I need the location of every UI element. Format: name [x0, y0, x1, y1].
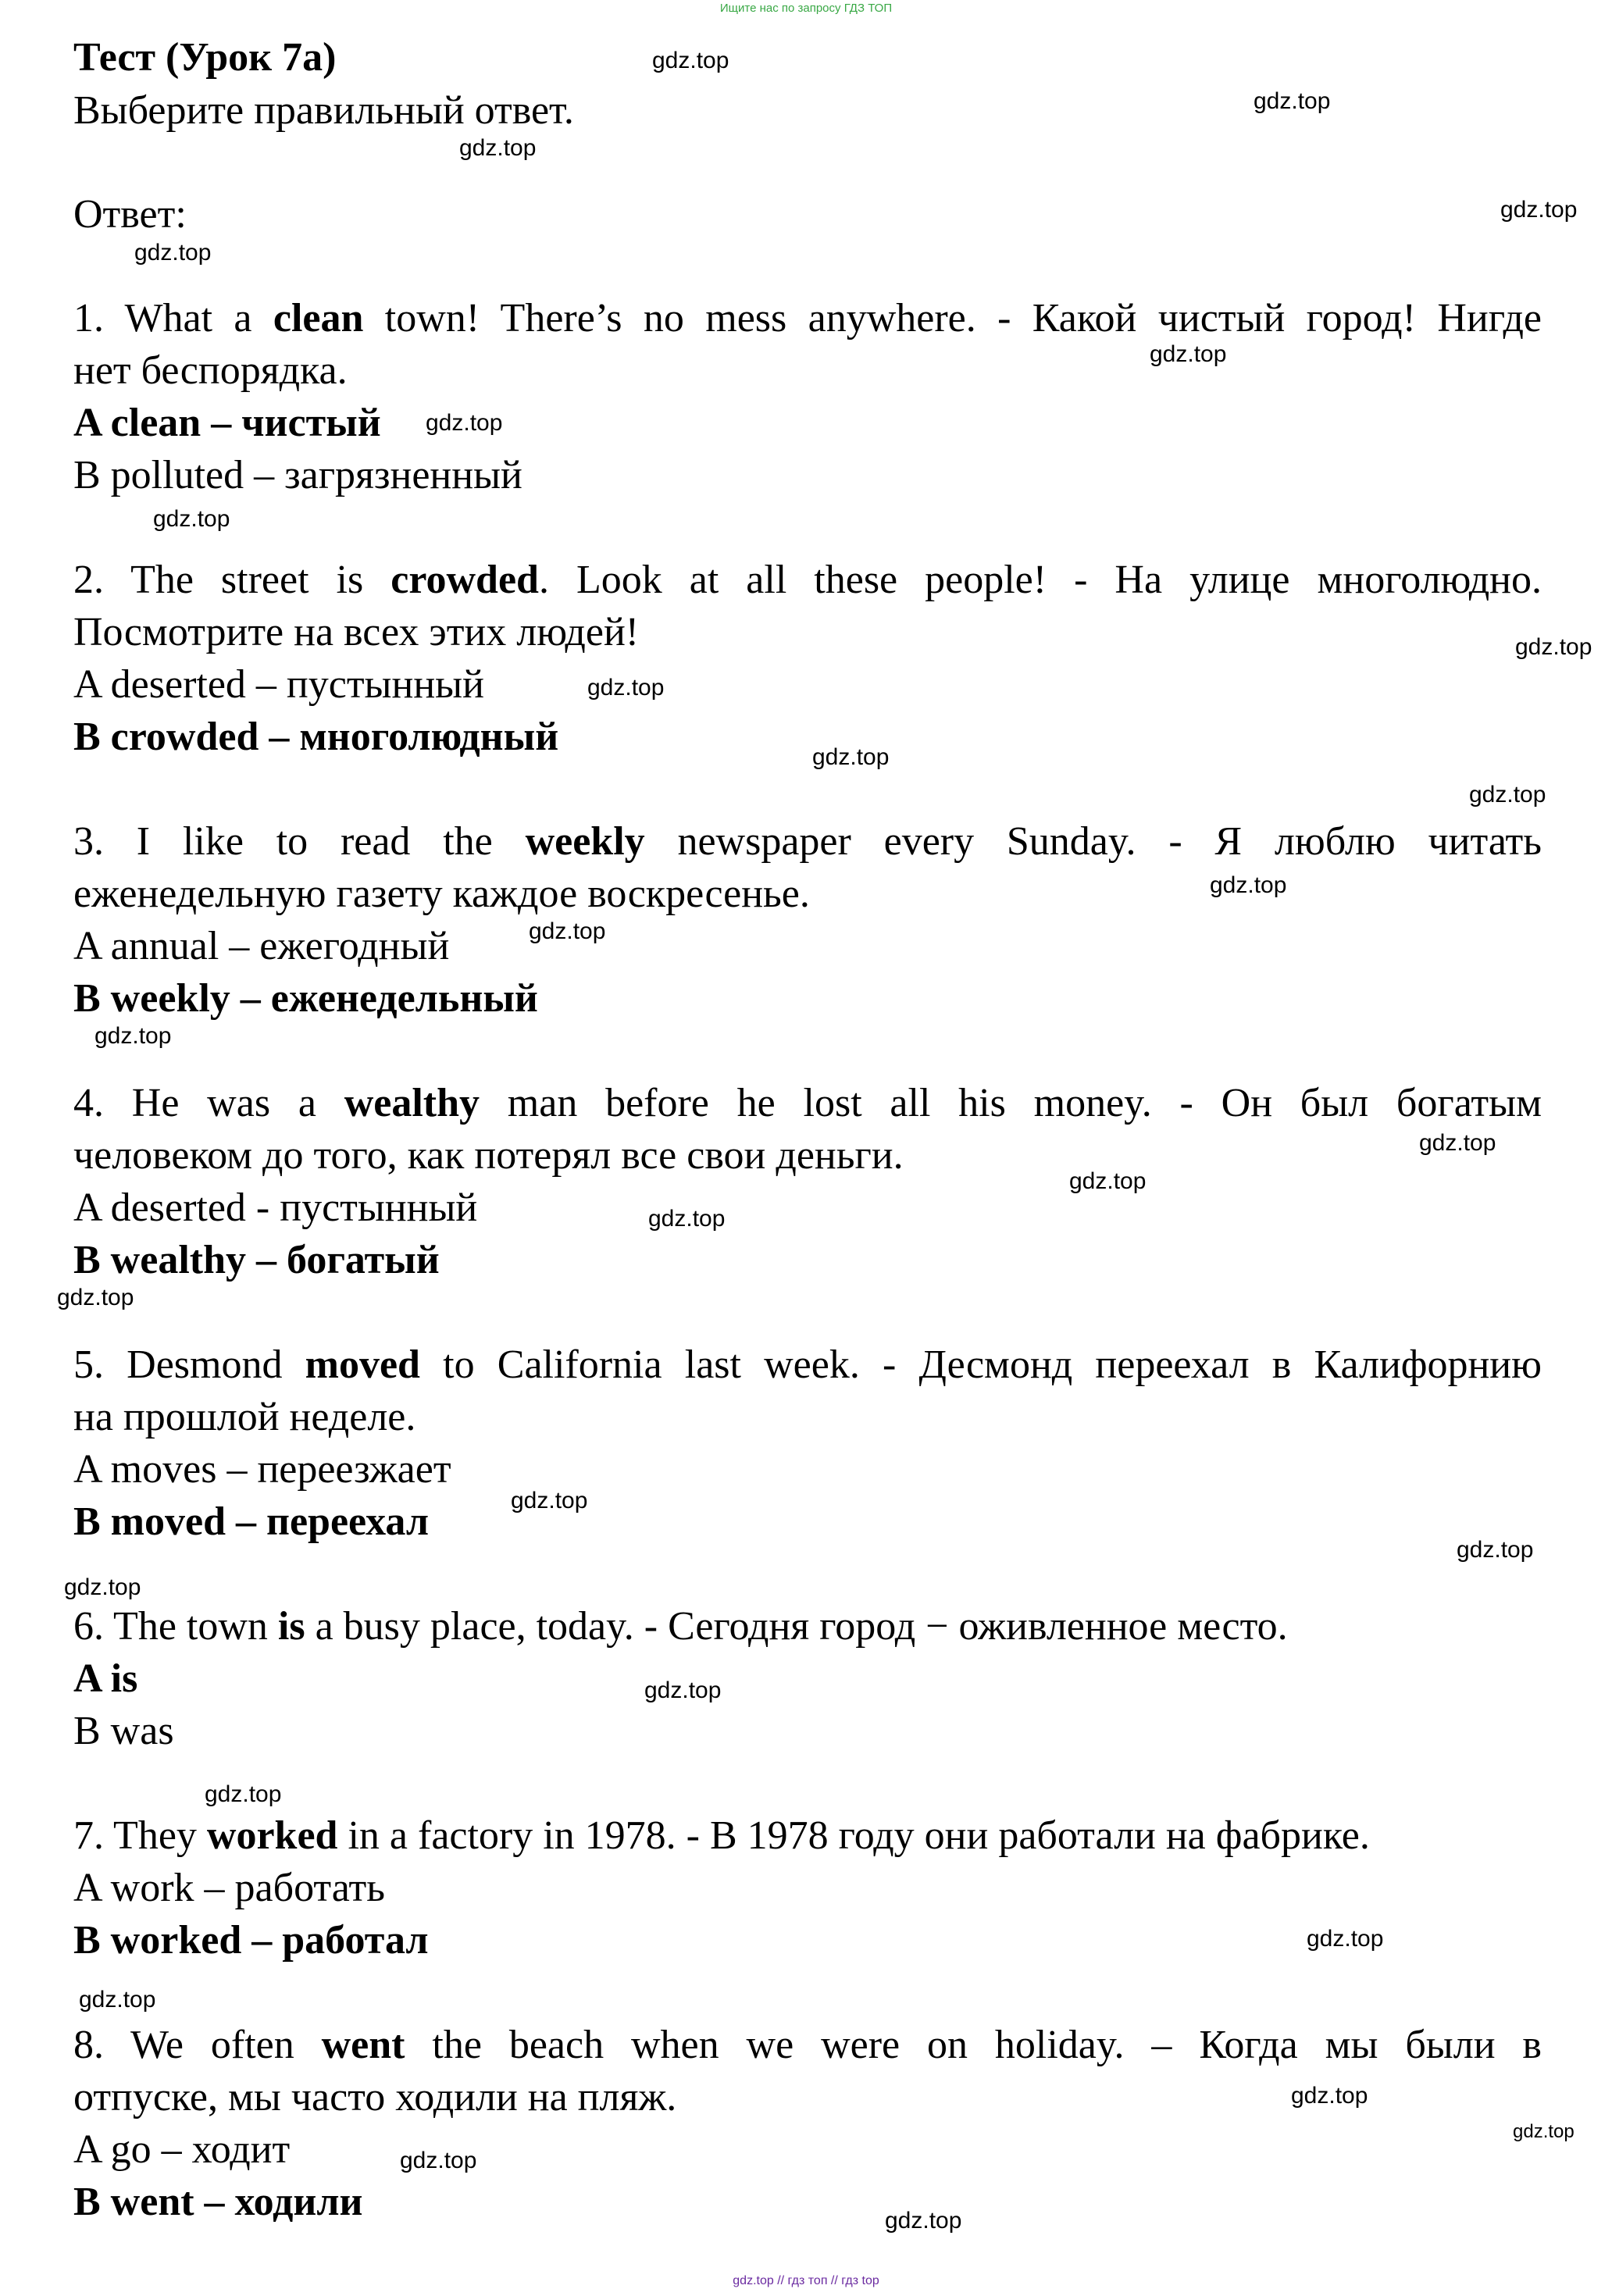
- question-2-line-2: Посмотрите на всех этих людей!: [73, 610, 640, 654]
- question-5-option-a: A moves – переезжает: [73, 1447, 451, 1492]
- watermark: gdz.top: [529, 918, 606, 944]
- question-8-line-2: отпуске, мы часто ходили на пляж.: [73, 2075, 677, 2120]
- watermark: gdz.top: [1469, 782, 1546, 808]
- watermark: gdz.top: [134, 240, 212, 266]
- question-5-option-b: B moved – переехал: [73, 1499, 430, 1544]
- watermark: gdz.top: [1513, 2121, 1575, 2142]
- question-1-option-b: B polluted – загрязненный: [73, 453, 522, 497]
- question-8-option-b: B went – ходили: [73, 2180, 363, 2224]
- question-1-line-1: 1. What a clean town! There’s no mess anywhere. - Какой чистый город! Нигде: [73, 296, 1542, 340]
- watermark: gdz.top: [1150, 341, 1227, 367]
- question-2-option-b: B crowded – многолюдный: [73, 715, 559, 759]
- watermark: gdz.top: [459, 135, 537, 161]
- watermark: gdz.top: [400, 2148, 477, 2173]
- watermark: gdz.top: [1515, 634, 1592, 660]
- watermark: gdz.top: [426, 410, 503, 436]
- question-3-line-2: еженедельную газету каждое воскресенье.: [73, 872, 810, 916]
- question-4-option-b: B wealthy – богатый: [73, 1238, 440, 1282]
- question-7-option-a: A work – работать: [73, 1866, 385, 1910]
- answer-label: Ответ:: [73, 192, 187, 237]
- watermark: gdz.top: [511, 1488, 588, 1513]
- watermark: gdz.top: [1457, 1537, 1534, 1563]
- question-3-option-b: B weekly – еженедельный: [73, 976, 538, 1021]
- watermark: gdz.top: [205, 1781, 282, 1807]
- question-5-line-2: на прошлой неделе.: [73, 1395, 416, 1439]
- question-8-keyword: went: [321, 2023, 405, 2067]
- question-7-option-b: B worked – работал: [73, 1918, 429, 1963]
- question-2-line-1: 2. The street is crowded. Look at all these people! - На улице многолюдно.: [73, 558, 1542, 602]
- watermark: gdz.top: [1419, 1130, 1496, 1156]
- watermark: gdz.top: [1069, 1168, 1147, 1194]
- question-5-line-1: 5. Desmond moved to California last week. - Десмонд переехал в Калифорнию: [73, 1342, 1542, 1387]
- question-8-option-a: A go – ходит: [73, 2127, 291, 2172]
- question-8-line-1: 8. We often went the beach when we were on holiday. – Когда мы были в: [73, 2023, 1542, 2067]
- watermark: gdz.top: [153, 506, 230, 532]
- watermark: gdz.top: [1254, 88, 1331, 114]
- watermark: gdz.top: [644, 1677, 722, 1703]
- watermark: gdz.top: [95, 1023, 172, 1049]
- question-4-line-2: человеком до того, как потерял все свои деньги.: [73, 1133, 904, 1178]
- watermark: gdz.top: [79, 1987, 156, 2013]
- question-1-keyword: clean: [273, 296, 364, 340]
- watermark: gdz.top: [57, 1285, 134, 1310]
- question-5-keyword: moved: [305, 1342, 420, 1387]
- instruction: Выберите правильный ответ.: [73, 88, 574, 133]
- watermark: gdz.top: [587, 675, 665, 701]
- question-3-line-1: 3. I like to read the weekly newspaper every Sunday. - Я люблю читать: [73, 819, 1542, 864]
- watermark: gdz.top: [1291, 2083, 1368, 2109]
- watermark: gdz.top: [812, 744, 890, 770]
- watermark: gdz.top: [64, 1574, 141, 1600]
- watermark: gdz.top: [648, 1206, 726, 1232]
- question-2-keyword: crowded: [391, 558, 539, 602]
- watermark: gdz.top: [652, 48, 729, 73]
- question-6-line-1: 6. The town is a busy place, today. - Сегодня город − оживленное место.: [73, 1604, 1288, 1649]
- watermark: gdz.top: [1210, 872, 1287, 898]
- question-4-line-1: 4. He was a wealthy man before he lost all his money. - Он был богатым: [73, 1081, 1542, 1125]
- watermark: gdz.top: [1307, 1926, 1384, 1952]
- question-3-keyword: weekly: [525, 819, 645, 864]
- question-1-option-a: A clean – чистый: [73, 401, 381, 445]
- top-search-note: Ищите нас по запросу ГДЗ ТОП: [719, 2, 893, 15]
- footer-note: gdz.top // гдз топ // гдз top: [733, 2274, 879, 2287]
- watermark: gdz.top: [885, 2208, 962, 2234]
- question-1-line-2: нет беспорядка.: [73, 348, 348, 393]
- question-7-line-1: 7. They worked in a factory in 1978. - В 1978 году они работали на фабрике.: [73, 1813, 1370, 1858]
- watermark: gdz.top: [1500, 197, 1578, 223]
- question-4-option-a: A deserted - пустынный: [73, 1185, 478, 1230]
- question-6-option-a: A is: [73, 1656, 138, 1701]
- question-6-keyword: is: [277, 1604, 305, 1649]
- page-title: Тест (Урок 7а): [73, 35, 337, 80]
- question-7-keyword: worked: [206, 1813, 338, 1858]
- question-3-option-a: A annual – ежегодный: [73, 924, 450, 968]
- question-6-option-b: B was: [73, 1709, 174, 1753]
- question-2-option-a: A deserted – пустынный: [73, 662, 484, 707]
- question-4-keyword: wealthy: [344, 1081, 480, 1125]
